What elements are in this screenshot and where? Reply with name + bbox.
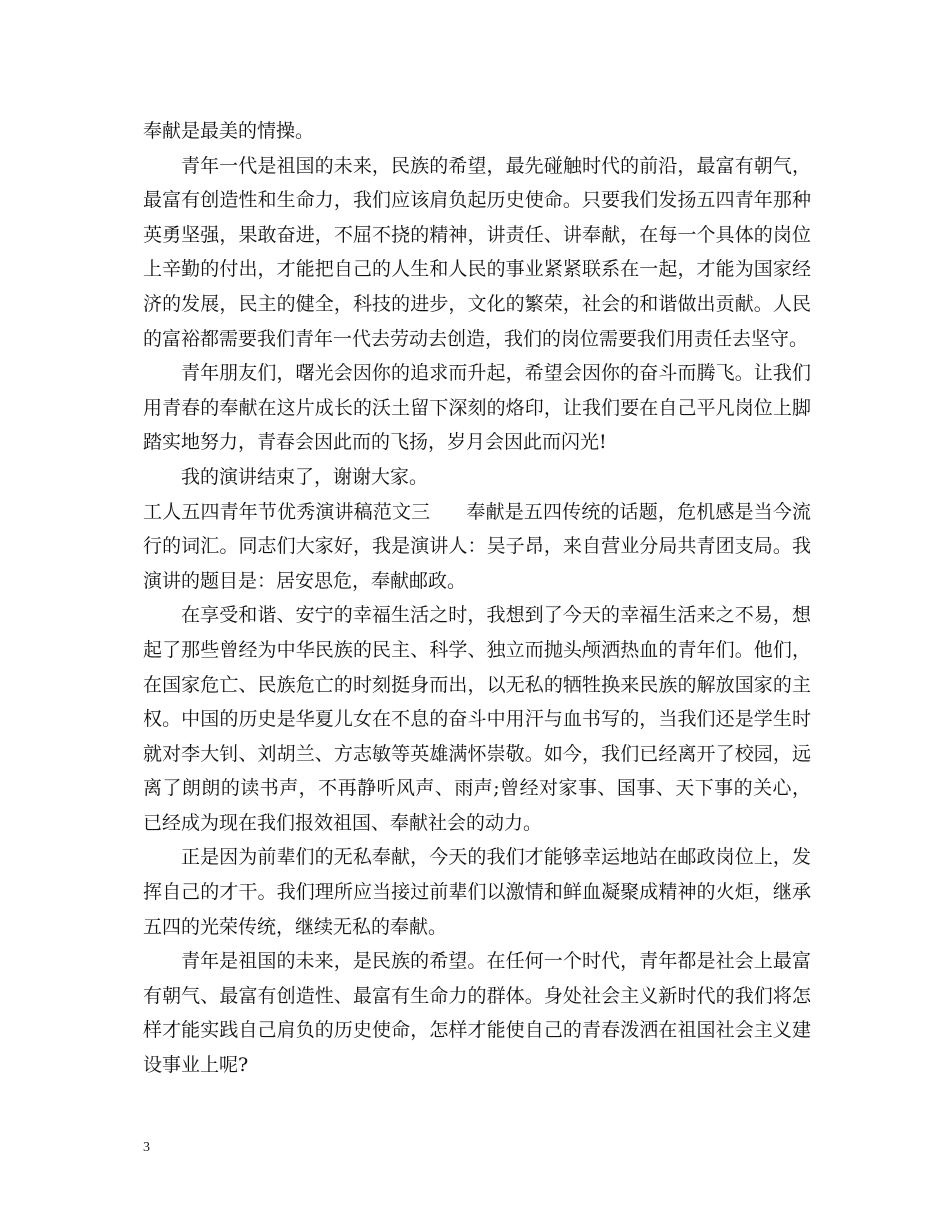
section-three [143, 495, 811, 599]
paragraph-youth-future: 青年一代是祖国的未来，民族的希望，最先碰触时代的前沿，最富有朝气，最富有创造性和生命力，我们应该肩负起历史使命。只要我们发扬五四青年那种英勇坚强，果敢奋进，不屈不挠的精神，讲责任、讲奉献，在每一个具体的岗位上辛勤的付出，才能把自己的人生和人民的事业紧紧联系在一起，才能为国家经济的发展，民主的健全，科技的进步，文化的繁荣，社会的和谐做出贡献。人民的富裕都需要我们青年一代去劳动去创造，我们的岗位需要我们用责任去坚守。 [143, 154, 811, 350]
paragraph-youth-hope: 青年是祖国的未来，是民族的希望。在任何一个时代，青年都是社会上最富有朝气、最富有创造性、最富有生命力的群体。身处社会主义新时代的我们将怎样才能实践自己肩负的历史使命，怎样才能使自己的青春泼洒在祖国社会主义建设事业上呢? [143, 950, 811, 1077]
paragraph-closing: 我的演讲结束了，谢谢大家。 [181, 465, 429, 488]
paragraph-young-friends: 青年朋友们，曙光会因你的追求而升起，希望会因你的奋斗而腾飞。让我们用青春的奉献在这片成长的沃土留下深刻的烙印，让我们要在自己平凡岗位上脚踏实地努力，青春会因此而的飞扬，岁月会因此而闪光! [143, 362, 811, 454]
paragraph-happy-life: 在享受和谐、安宁的幸福生活之时，我想到了今天的幸福生活来之不易，想起了那些曾经为中华民族的民主、科学、独立而抛头颅洒热血的青年们。他们，在国家危亡、民族危亡的时刻挺身而出，以无私的牺牲换来民族的解放国家的主权。中国的历史是华夏儿女在不息的奋斗中用汗与血书写的，当我们还是学生时就对李大钊、刘胡兰、方志敏等英雄满怀崇敬。如今，我们已经离开了校园，远离了朗朗的读书声，不再静听风声、雨声;曾经对家事、国事、天下事的关心，已经成为现在我们报效祖国、奉献社会的动力。 [143, 604, 811, 834]
page-number: 3 [143, 1140, 150, 1155]
section-intro: 奉献是五四传统的话题，危机感是当今流行的词汇。同志们大家好，我是演讲人：吴子昂，来自营业分局共青团支局。我演讲的题目是：居安思危，奉献邮政。 [143, 500, 811, 592]
section-heading: 工人五四青年节优秀演讲稿范文三 [143, 500, 431, 523]
paragraph-predecessors: 正是因为前辈们的无私奉献，今天的我们才能够幸运地站在邮政岗位上，发挥自己的才干。我们理所应当接过前辈们以激情和鲜血凝聚成精神的火炬，继承五四的光荣传统，继续无私的奉献。 [143, 846, 811, 938]
paragraph-continuation: 奉献是最美的情操。 [143, 120, 315, 142]
document-body [143, 114, 811, 1083]
